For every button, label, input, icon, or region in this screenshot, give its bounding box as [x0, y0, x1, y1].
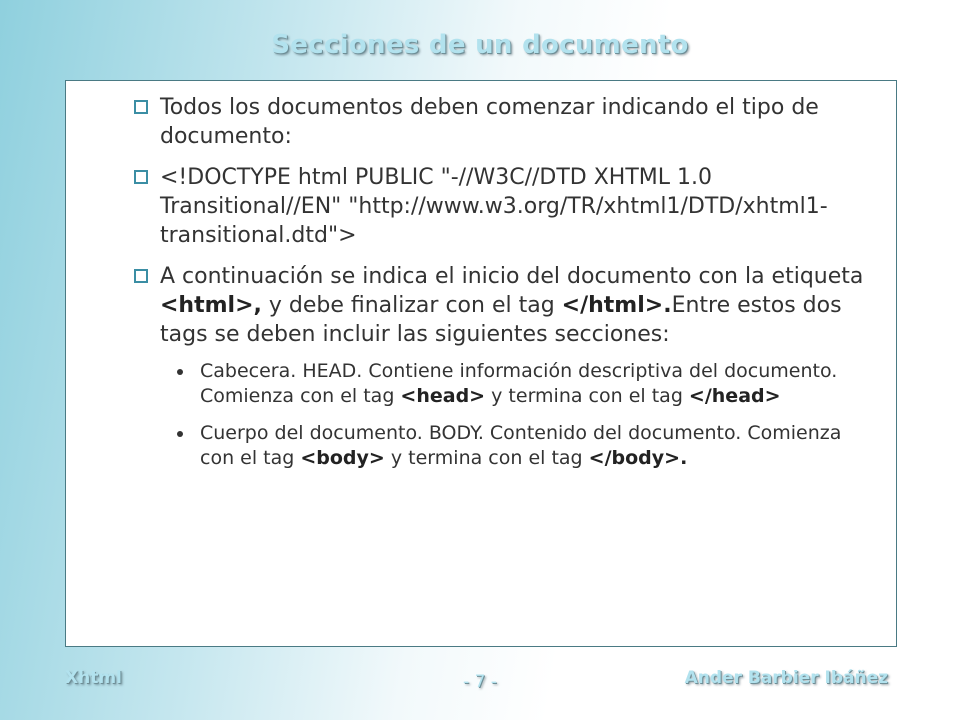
sub-bullet-text-part: y termina con el tag	[384, 447, 589, 469]
sub-bullet-text-part: Cuerpo del documento. BODY. Contenido del documento. Comienza con el tag	[200, 422, 842, 469]
head-close-tag: </head>	[688, 385, 781, 407]
body-close-tag: </body>.	[588, 447, 688, 469]
bullet-list	[132, 93, 872, 483]
sub-bullet-text-part: Cabecera. HEAD. Contiene información descriptiva del documento. Comienza con el tag	[200, 360, 838, 407]
footer-author: Ander Barbier Ibáñez	[684, 668, 888, 688]
footer-left-label: Xhtml	[65, 668, 122, 688]
bullet-text-part: Entre estos dos tags se deben incluir las siguientes secciones:	[160, 293, 842, 347]
bullet-item	[132, 163, 872, 250]
checkbox-bullet-icon	[134, 100, 148, 114]
sub-bullet-item	[160, 359, 872, 409]
bullet-text-part: y debe finalizar con el tag	[261, 293, 562, 318]
content-box	[65, 80, 897, 647]
head-open-tag: <head>	[400, 385, 486, 407]
checkbox-bullet-icon	[134, 170, 148, 184]
bullet-item	[132, 93, 872, 151]
dot-bullet-icon	[177, 431, 183, 437]
sub-bullet-item	[160, 421, 872, 471]
body-open-tag: <body>	[300, 447, 385, 469]
page-number: - 7 -	[463, 672, 497, 692]
html-open-tag: <html>,	[160, 293, 262, 318]
html-close-tag: </html>.	[561, 293, 672, 318]
slide-title: Secciones de un documento	[271, 30, 689, 60]
bullet-item	[132, 262, 872, 471]
bullet-text: Todos los documentos deben comenzar indicando el tipo de documento:	[160, 95, 819, 149]
checkbox-bullet-icon	[134, 269, 148, 283]
bullet-text-part: A continuación se indica el inicio del documento con la etiqueta	[160, 264, 864, 289]
sub-bullet-list	[160, 359, 872, 471]
dot-bullet-icon	[177, 369, 183, 375]
sub-bullet-text-part: y termina con el tag	[485, 385, 689, 407]
bullet-text: <!DOCTYPE html PUBLIC "-//W3C//DTD XHTML 1.0 Transitional//EN" "http://www.w3.org/TR/xhtml1/DTD/xhtml1-transitional.dtd">	[160, 165, 828, 248]
